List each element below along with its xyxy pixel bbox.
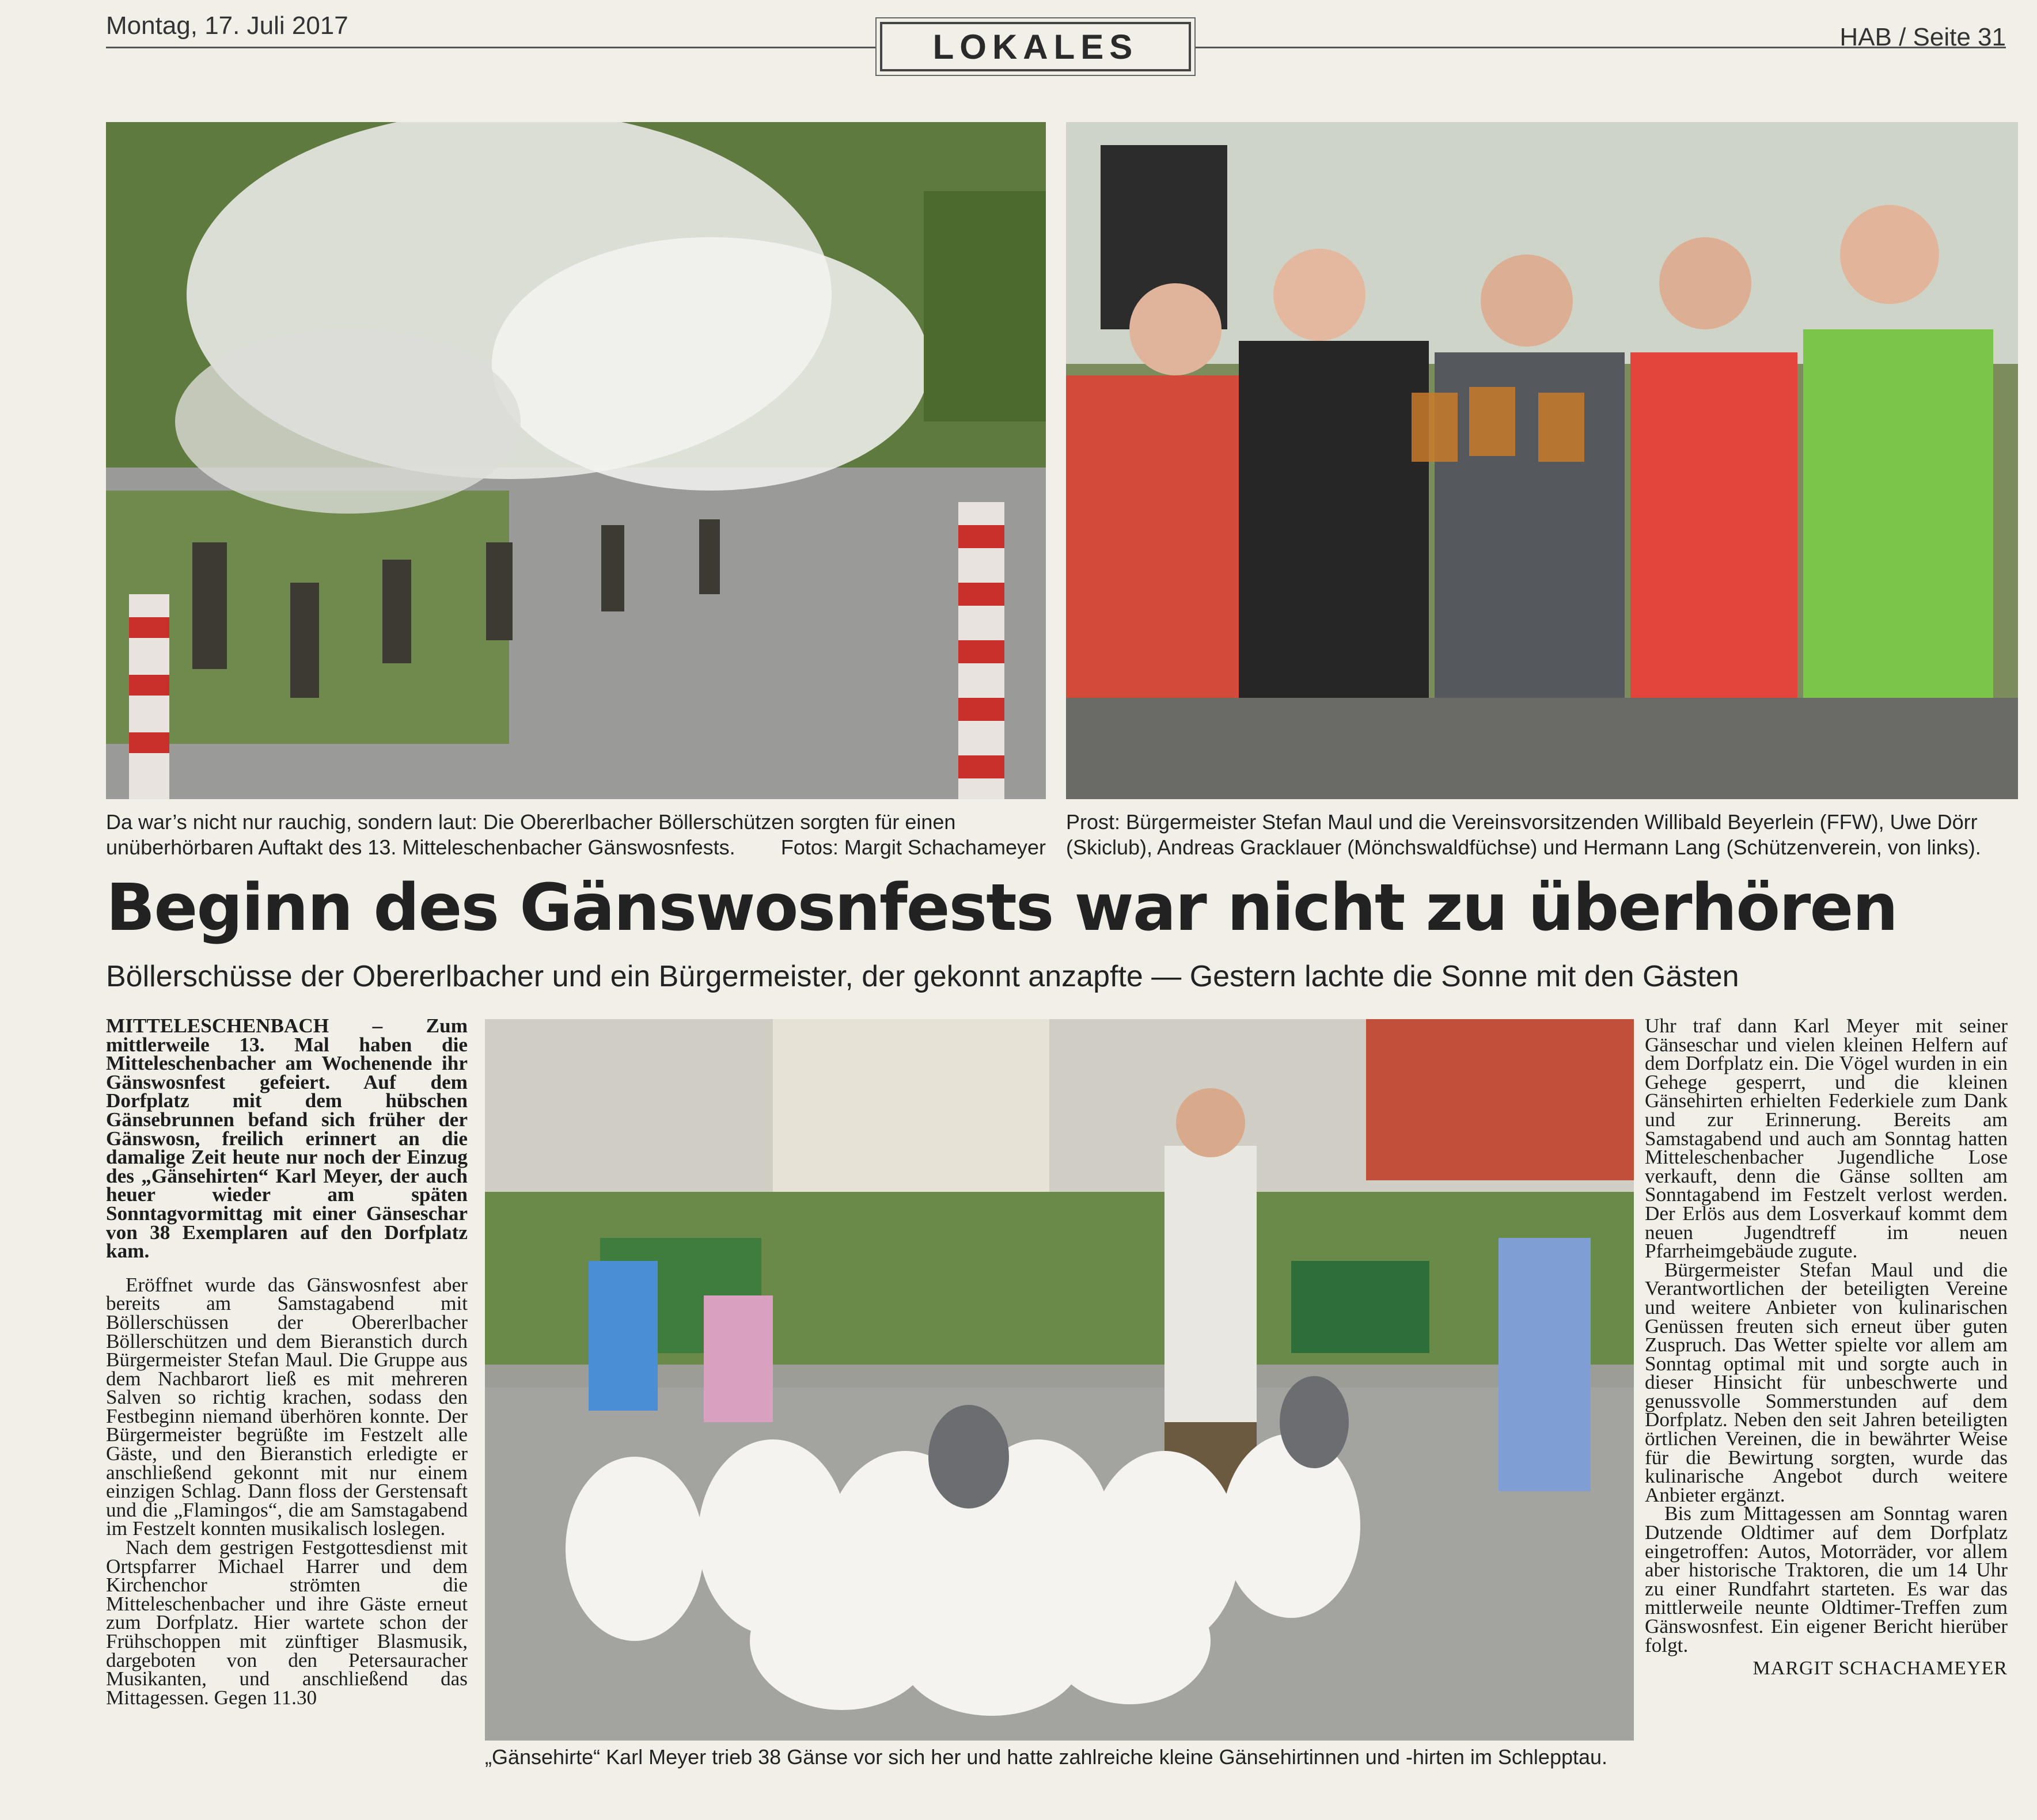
- author: MARGIT SCHACHAMEYER: [1752, 1658, 2008, 1680]
- issue-date: Montag, 17. Juli 2017: [106, 12, 348, 40]
- caption-gaense: „Gänsehirte“ Karl Meyer trieb 38 Gänse vor sich her und hatte zahlreiche kleine Gänsehirtinnen und -hirten im Schlepptau.: [485, 1745, 1608, 1769]
- paragraph-2: Nach dem gestrigen Festgottesdienst mit Ortspfarrer Michael Harrer und dem Kirchenchor strömten die Mitteleschenbacher und ihre Gäste erneut zum Dorfplatz. Hier wartete schon der Frühschoppen mit zünftiger Blasmusik, dargeboten von den Petersauracher Musikanten, und anschließend das Mittagessen. Gegen 11.30: [106, 1536, 468, 1709]
- photo-prost: [1066, 122, 2018, 799]
- paragraph-5: Bis zum Mittagessen am Sonntag waren Dutzende Oldtimer auf dem Dorfplatz eingetroffen: Autos, Motorräder, vor allem aber historische Traktoren, die um 14 Uhr zu einer Rundfahrt starteten. Es war das mittlerweile neunte Oldtimer-Treffen zum Gänswosnfest. Ein eigener Bericht hierüber folgt.: [1645, 1502, 2008, 1656]
- caption-prost: Prost: Bürgermeister Stefan Maul und die Vereinsvorsitzenden Willibald Beyerlein (FFW), Uwe Dörr (Skiclub), Andreas Gracklauer (Mönchswaldfüchse) und Hermann Lang (Schützenverein, von links).: [1066, 810, 1981, 859]
- column-left: [106, 1017, 468, 1707]
- caption-text: Da war’s nicht nur rauchig, sondern laut: Die Obererlbacher Böllerschützen sorgten für einen unüberhörbaren Auftakt des 13. Mitteleschenbacher Gänswosnfests.: [106, 810, 956, 859]
- photo-credit: Fotos: Margit Schachameyer: [780, 835, 1046, 859]
- photo-gaense: [485, 1019, 1634, 1741]
- column-right: [1645, 1017, 2008, 1678]
- page-number: HAB / Seite 31: [1839, 23, 2006, 51]
- paragraph-1: Eröffnet wurde das Gänswosnfest aber bereits am Samstagabend mit Böllerschüssen der Obererlbacher Böllerschützen und dem Bieranstich durch Bürgermeister Stefan Maul. Die Gruppe aus dem Nachbarort ließ es mit mehreren Salven so richtig krachen, sodass den Festbeginn niemand überhören konnte. Der Bürgermeister begrüßte im Festzelt alle Gäste, und den Bieranstich erledigte er anschließend gekonnt mit nur einem einzigen Schlag. Dann floss der Gerstensaft und die „Flamingos“, die am Samstagabend im Festzelt konnten musikalisch loslegen.: [106, 1273, 468, 1540]
- subline: Böllerschüsse der Obererlbacher und ein Bürgermeister, der gekonnt anzapfte — Gestern lachte die Sonne mit den Gästen: [106, 960, 1739, 993]
- caption-boellerschuetzen: [106, 810, 1046, 860]
- paragraph-3: Uhr traf dann Karl Meyer mit seiner Gänseschar und vielen kleinen Helfern auf dem Dorfplatz ein. Die Vögel wurden in ein Gehege gesperrt, und die kleinen Gänsehirten erhielten Federkiele zum Dank und zur Erinnerung. Bereits am Samstagabend und auch am Sonntag hatten Mitteleschenbacher Jugendliche Lose verkauft, denn die Gänse sollten am Sonntagabend im Festzelt verlost werden. Der Erlös aus dem Losverkauf kommt dem neuen Jugendtreff im neuen Pfarrheimgebäude zugute.: [1645, 1015, 2008, 1263]
- headline: Beginn des Gänswosnfests war nicht zu überhören: [106, 871, 1898, 945]
- paragraph-4: Bürgermeister Stefan Maul und die Verantwortlichen der beteiligten Vereine und weitere Anbieter von kulinarischen Genüssen freuten sich erneut über guten Zuspruch. Das Wetter spielte vor allem am Sonntag optimal mit und sorgte auch in dieser Hinsicht für unbeschwerte und genussvolle Sommerstunden auf dem Dorfplatz. Neben den seit Jahren beteiligten örtlichen Vereinen, die in bewährter Weise für die Bewirtung sorgten, wurde das kulinarische Angebot durch weitere Anbieter ergänzt.: [1645, 1258, 2008, 1506]
- photo-boellerschuetzen: [106, 122, 1046, 799]
- section-label: LOKALES: [880, 22, 1191, 71]
- lead-paragraph: MITTELESCHENBACH – Zum mittlerweile 13. Mal haben die Mitteleschenbacher am Wochenende ihr Gänswosnfest gefeiert. Auf dem Dorfplatz mit dem hübschen Gänsebrunnen befand sich früher der Gänswosn, freilich erinnert an die damalige Zeit heute nur noch der Einzug des „Gänsehirten“ Karl Meyer, der auch heuer wieder am späten Sonntagvormittag mit einer Gänseschar von 38 Exemplaren auf den Dorfplatz kam.: [106, 1015, 468, 1263]
